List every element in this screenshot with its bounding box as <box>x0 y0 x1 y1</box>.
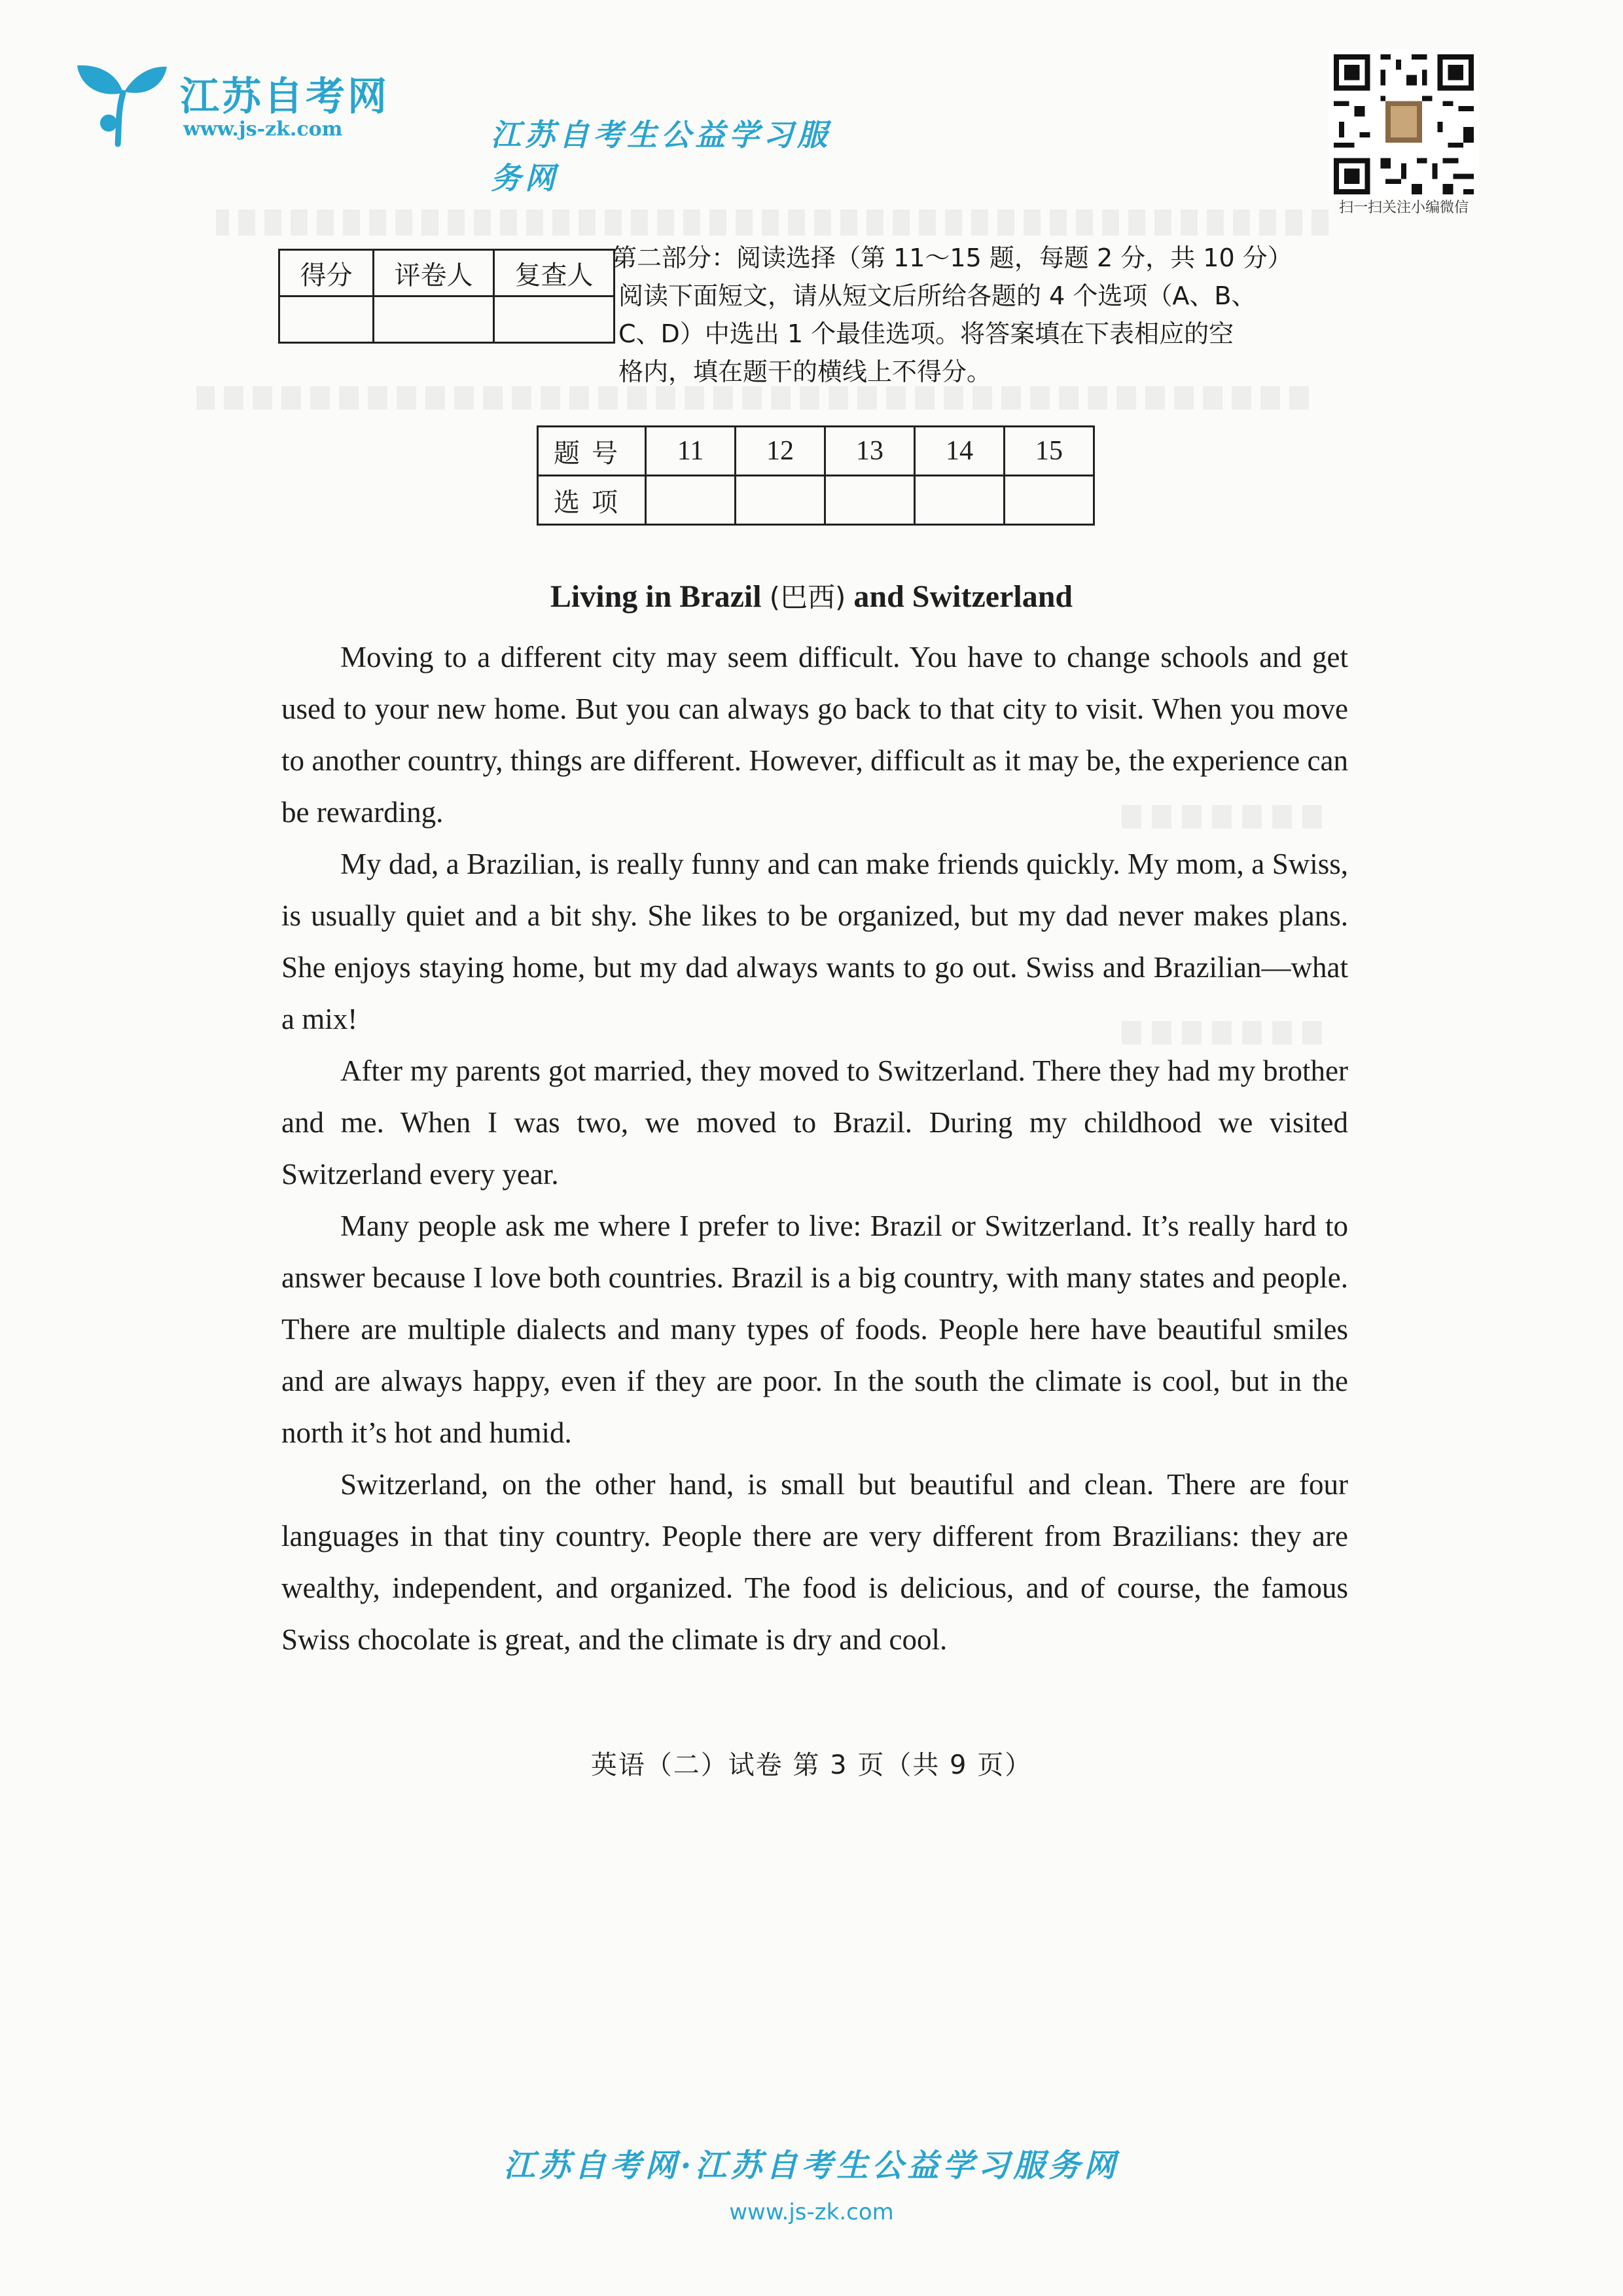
answer-cell[interactable] <box>915 476 1005 525</box>
question-number: 15 <box>1005 427 1094 476</box>
site-branding <box>72 52 857 196</box>
footer-url[interactable]: www.js-zk.com <box>729 2199 894 2225</box>
passage-paragraph: Switzerland, on the other hand, is small but beautiful and clean. There are four languages in that tiny country. People there are very different from Brazilians: they are wealthy, independent, and organized. The food is delicious, and of course, the famous Swiss chocolate is great, and the climate is dry and cool. <box>281 1468 1348 1656</box>
reviewer-header: 复查人 <box>494 250 615 296</box>
reviewer-cell[interactable] <box>494 296 615 343</box>
qr-code-icon[interactable] <box>1329 49 1479 200</box>
answer-table <box>537 425 1095 526</box>
grader-cell[interactable] <box>374 296 494 343</box>
instructions-line: C、D）中选出 1 个最佳选项。将答案填在下表相应的空 <box>618 319 1234 348</box>
instructions-line: 格内，填在题干的横线上不得分。 <box>618 357 992 386</box>
site-slogan: 江苏自考生公益学习服务网 <box>491 117 831 196</box>
answer-cell[interactable] <box>1005 476 1094 525</box>
answer-cell[interactable] <box>825 476 915 525</box>
passage-paragraph: Many people ask me where I prefer to live: Brazil or Switzerland. It’s really hard to answer because I love both countries. Brazil is a big country, with many states and people. There are multiple dialects and many types of foods. People here have beautiful smiles and are always happy, even if they are poor. In the south the climate is cool, but in the north it’s hot and humid. <box>281 1210 1348 1449</box>
grader-header: 评卷人 <box>374 250 494 296</box>
passage-title-gloss: (巴西) <box>769 581 846 613</box>
instructions-line: 阅读下面短文，请从短文后所给各题的 4 个选项（A、B、 <box>618 281 1257 310</box>
site-url[interactable]: www.js-zk.com <box>183 118 343 141</box>
passage-paragraph: Moving to a different city may seem difficult. You have to change schools and get used to your new home. But you can always go back to that city to visit. When you move to another country, things are different. However, difficult as it may be, the experience can be rewarding. <box>281 641 1348 829</box>
site-name: 江苏自考网 <box>180 74 389 120</box>
bleed-through-line <box>216 209 1329 236</box>
score-cell[interactable] <box>279 296 374 343</box>
passage-paragraph: After my parents got married, they moved to Switzerland. There they had my brother and me. When I was two, we moved to Brazil. During my childhood we visited Switzerland every year. <box>281 1054 1348 1191</box>
footer-slogan: 江苏自考网·江苏自考生公益学习服务网 <box>503 2147 1120 2184</box>
passage-title <box>0 576 1623 615</box>
page-number: 英语（二）试卷 第 3 页（共 9 页） <box>590 1750 1033 1780</box>
passage-body <box>281 632 1348 1666</box>
section-heading: 第二部分：阅读选择（第 11～15 题，每题 2 分，共 10 分） <box>612 243 1293 272</box>
passage-title-part: Living in Brazil <box>550 579 762 614</box>
answer-choice-label: 选项 <box>538 476 646 525</box>
passage-paragraph: My dad, a Brazilian, is really funny and can make friends quickly. My mom, a Swiss, is usually quiet and a bit shy. She likes to be organized, but my dad never makes plans. She enjoys staying home, but my dad always wants to go out. Swiss and Brazilian—what a mix! <box>281 848 1348 1035</box>
answer-cell[interactable] <box>736 476 825 525</box>
question-number-label: 题号 <box>538 427 646 476</box>
question-number: 11 <box>646 427 736 476</box>
question-number: 12 <box>736 427 825 476</box>
passage-title-part: and Switzerland <box>853 579 1073 614</box>
answer-cell[interactable] <box>646 476 736 525</box>
qr-caption: 扫一扫关注小编微信 <box>1338 200 1469 216</box>
question-number: 13 <box>825 427 915 476</box>
section-instructions <box>612 239 1345 391</box>
score-header: 得分 <box>279 250 374 296</box>
sprout-logo-icon <box>72 52 170 151</box>
question-number: 14 <box>915 427 1005 476</box>
score-table <box>278 249 615 344</box>
